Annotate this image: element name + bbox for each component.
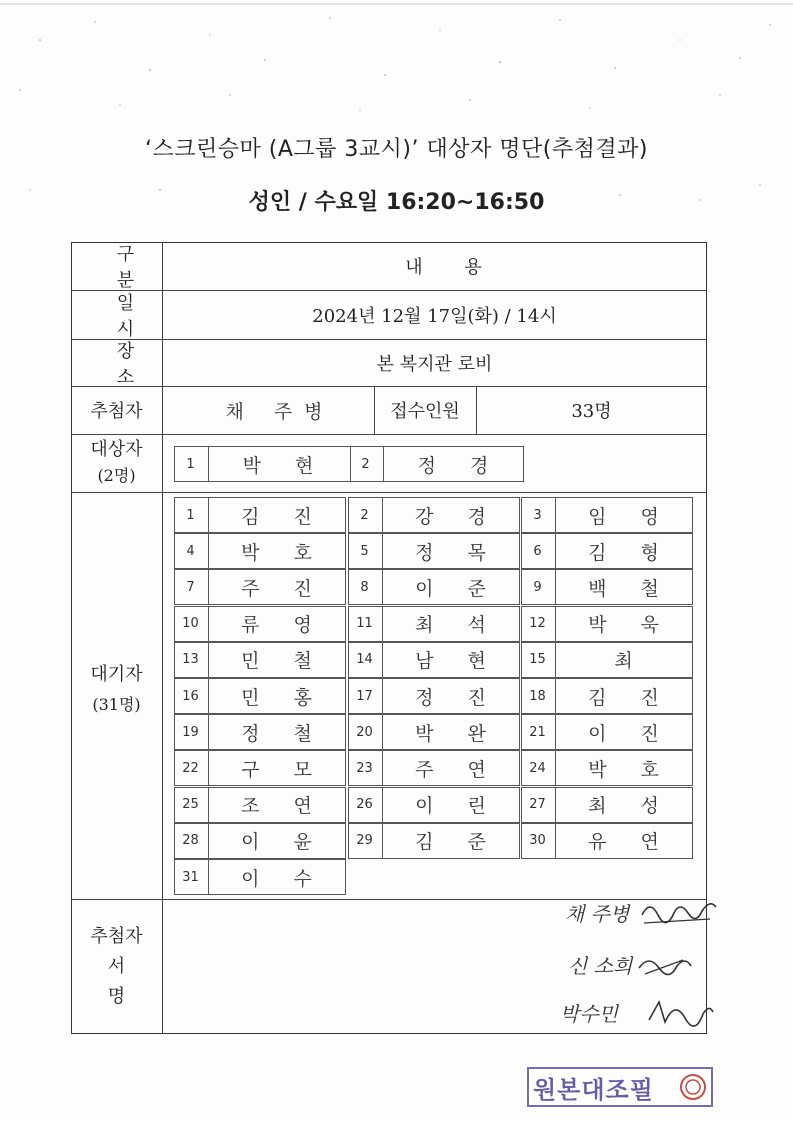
waiting-number: 18 bbox=[529, 688, 546, 704]
signature-scribble-icon bbox=[645, 996, 715, 1032]
waiting-name: 최 성 bbox=[588, 795, 673, 818]
waiting-name: 박 호 bbox=[588, 758, 673, 781]
waiting-number: 1 bbox=[186, 507, 195, 523]
selected-label bbox=[71, 434, 162, 492]
waiting-name: 김 진 bbox=[241, 505, 326, 528]
waiting-number: 12 bbox=[529, 616, 546, 632]
seal-icon bbox=[679, 1073, 707, 1101]
waiting-number: 17 bbox=[356, 688, 373, 704]
waiting-name: 김 형 bbox=[588, 541, 673, 564]
waiting-name: 정 목 bbox=[415, 541, 500, 564]
waiting-count: (31명) bbox=[92, 695, 141, 714]
waiting-number: 5 bbox=[360, 543, 369, 559]
waiting-number: 31 bbox=[182, 869, 199, 885]
row-divider bbox=[71, 434, 707, 435]
signature-label-line2: 서 명 bbox=[107, 955, 144, 1007]
waiting-name: 김 준 bbox=[415, 831, 500, 854]
original-copy-stamp bbox=[527, 1067, 713, 1107]
waiting-name: 남 현 bbox=[415, 650, 500, 673]
waiting-number: 14 bbox=[356, 652, 373, 668]
waiting-number: 20 bbox=[356, 724, 373, 740]
signature-scribble-icon bbox=[640, 893, 720, 933]
waiting-name: 주 연 bbox=[415, 758, 500, 781]
waiting-number: 4 bbox=[186, 543, 195, 559]
waiting-name: 이 준 bbox=[415, 577, 500, 600]
stamp-text: 원본대조필 bbox=[533, 1075, 654, 1104]
waiting-number: 22 bbox=[182, 760, 199, 776]
waiting-number: 25 bbox=[182, 797, 199, 813]
header-value: 내 용 bbox=[405, 257, 500, 278]
waiting-number: 21 bbox=[529, 724, 546, 740]
waiting-name: 유 연 bbox=[588, 831, 673, 854]
document-title: ‘스크린승마 (A그룹 3교시)’ 대상자 명단(추첨결과) bbox=[145, 137, 648, 162]
waiting-number: 19 bbox=[182, 724, 199, 740]
row-divider bbox=[71, 492, 707, 493]
waiting-name: 류 영 bbox=[241, 614, 326, 637]
drawer-label: 추첨자 bbox=[90, 401, 143, 422]
waiting-number: 28 bbox=[182, 833, 199, 849]
waiting-number: 15 bbox=[529, 652, 546, 668]
waiting-name: 박 욱 bbox=[588, 614, 673, 637]
waiting-name: 이 린 bbox=[415, 795, 500, 818]
waiting-name: 정 진 bbox=[415, 686, 500, 709]
waiting-label-text: 대기자 bbox=[90, 664, 143, 685]
waiting-number: 29 bbox=[356, 833, 373, 849]
document-subtitle: 성인 / 수요일 16:20~16:50 bbox=[248, 190, 545, 215]
header-label: 구 분 bbox=[116, 244, 153, 291]
waiting-number: 30 bbox=[529, 833, 546, 849]
signature-3: 박수민 bbox=[560, 1002, 618, 1026]
waiting-number: 3 bbox=[533, 507, 542, 523]
waiting-name: 구 모 bbox=[241, 758, 326, 781]
waiting-number: 8 bbox=[360, 579, 369, 595]
waiting-name: 백 철 bbox=[588, 577, 673, 600]
datetime-value: 2024년 12월 17일(화) / 14시 bbox=[312, 305, 557, 327]
waiting-name: 박 호 bbox=[241, 541, 326, 564]
selected-label-text: 대상자 bbox=[90, 439, 143, 460]
selected-count: (2명) bbox=[97, 466, 136, 485]
waiting-number: 24 bbox=[529, 760, 546, 776]
waiting-name: 이 윤 bbox=[241, 831, 326, 854]
waiting-name: 이 진 bbox=[588, 722, 673, 745]
waiting-name: 민 철 bbox=[241, 650, 326, 673]
selected-name: 박 현 bbox=[242, 454, 328, 477]
waiting-number: 7 bbox=[186, 579, 195, 595]
selected-name: 정 경 bbox=[417, 454, 503, 477]
waiting-number: 6 bbox=[533, 543, 542, 559]
waiting-number: 23 bbox=[356, 760, 373, 776]
selected-number: 2 bbox=[361, 456, 370, 472]
waiting-label bbox=[71, 650, 162, 730]
waiting-number: 13 bbox=[182, 652, 199, 668]
place-value: 본 복지관 로비 bbox=[376, 353, 493, 375]
signature-label bbox=[71, 899, 162, 1034]
waiting-name: 최 석 bbox=[415, 614, 500, 637]
signature-label-line1: 추첨자 bbox=[90, 925, 143, 947]
waiting-name: 김 진 bbox=[588, 686, 673, 709]
drawer-name: 채 주병 bbox=[225, 400, 335, 423]
applicant-count-value: 33명 bbox=[571, 401, 612, 422]
signature-scribble-icon bbox=[635, 950, 695, 984]
waiting-name: 임 영 bbox=[588, 505, 673, 528]
waiting-name: 주 진 bbox=[241, 577, 326, 600]
waiting-number: 11 bbox=[356, 616, 373, 632]
selected-number: 1 bbox=[186, 456, 195, 472]
waiting-name: 조 연 bbox=[241, 795, 326, 818]
waiting-name: 이 수 bbox=[241, 867, 326, 890]
applicant-count-label: 접수인원 bbox=[390, 401, 460, 422]
waiting-name: 강 경 bbox=[415, 505, 500, 528]
waiting-number: 16 bbox=[182, 688, 199, 704]
datetime-label: 일 시 bbox=[116, 292, 153, 340]
waiting-number: 2 bbox=[360, 507, 369, 523]
waiting-name: 민 홍 bbox=[241, 686, 326, 709]
waiting-number: 10 bbox=[182, 616, 199, 632]
place-label: 장 소 bbox=[116, 340, 153, 388]
waiting-number: 9 bbox=[533, 579, 542, 595]
waiting-number: 26 bbox=[356, 797, 373, 813]
signature-2: 신 소희 bbox=[568, 954, 633, 978]
waiting-number: 27 bbox=[529, 797, 546, 813]
signature-1: 채 주병 bbox=[565, 902, 630, 926]
waiting-name: 최 bbox=[614, 650, 647, 673]
waiting-name: 정 철 bbox=[241, 722, 326, 745]
waiting-name: 박 완 bbox=[415, 722, 500, 745]
